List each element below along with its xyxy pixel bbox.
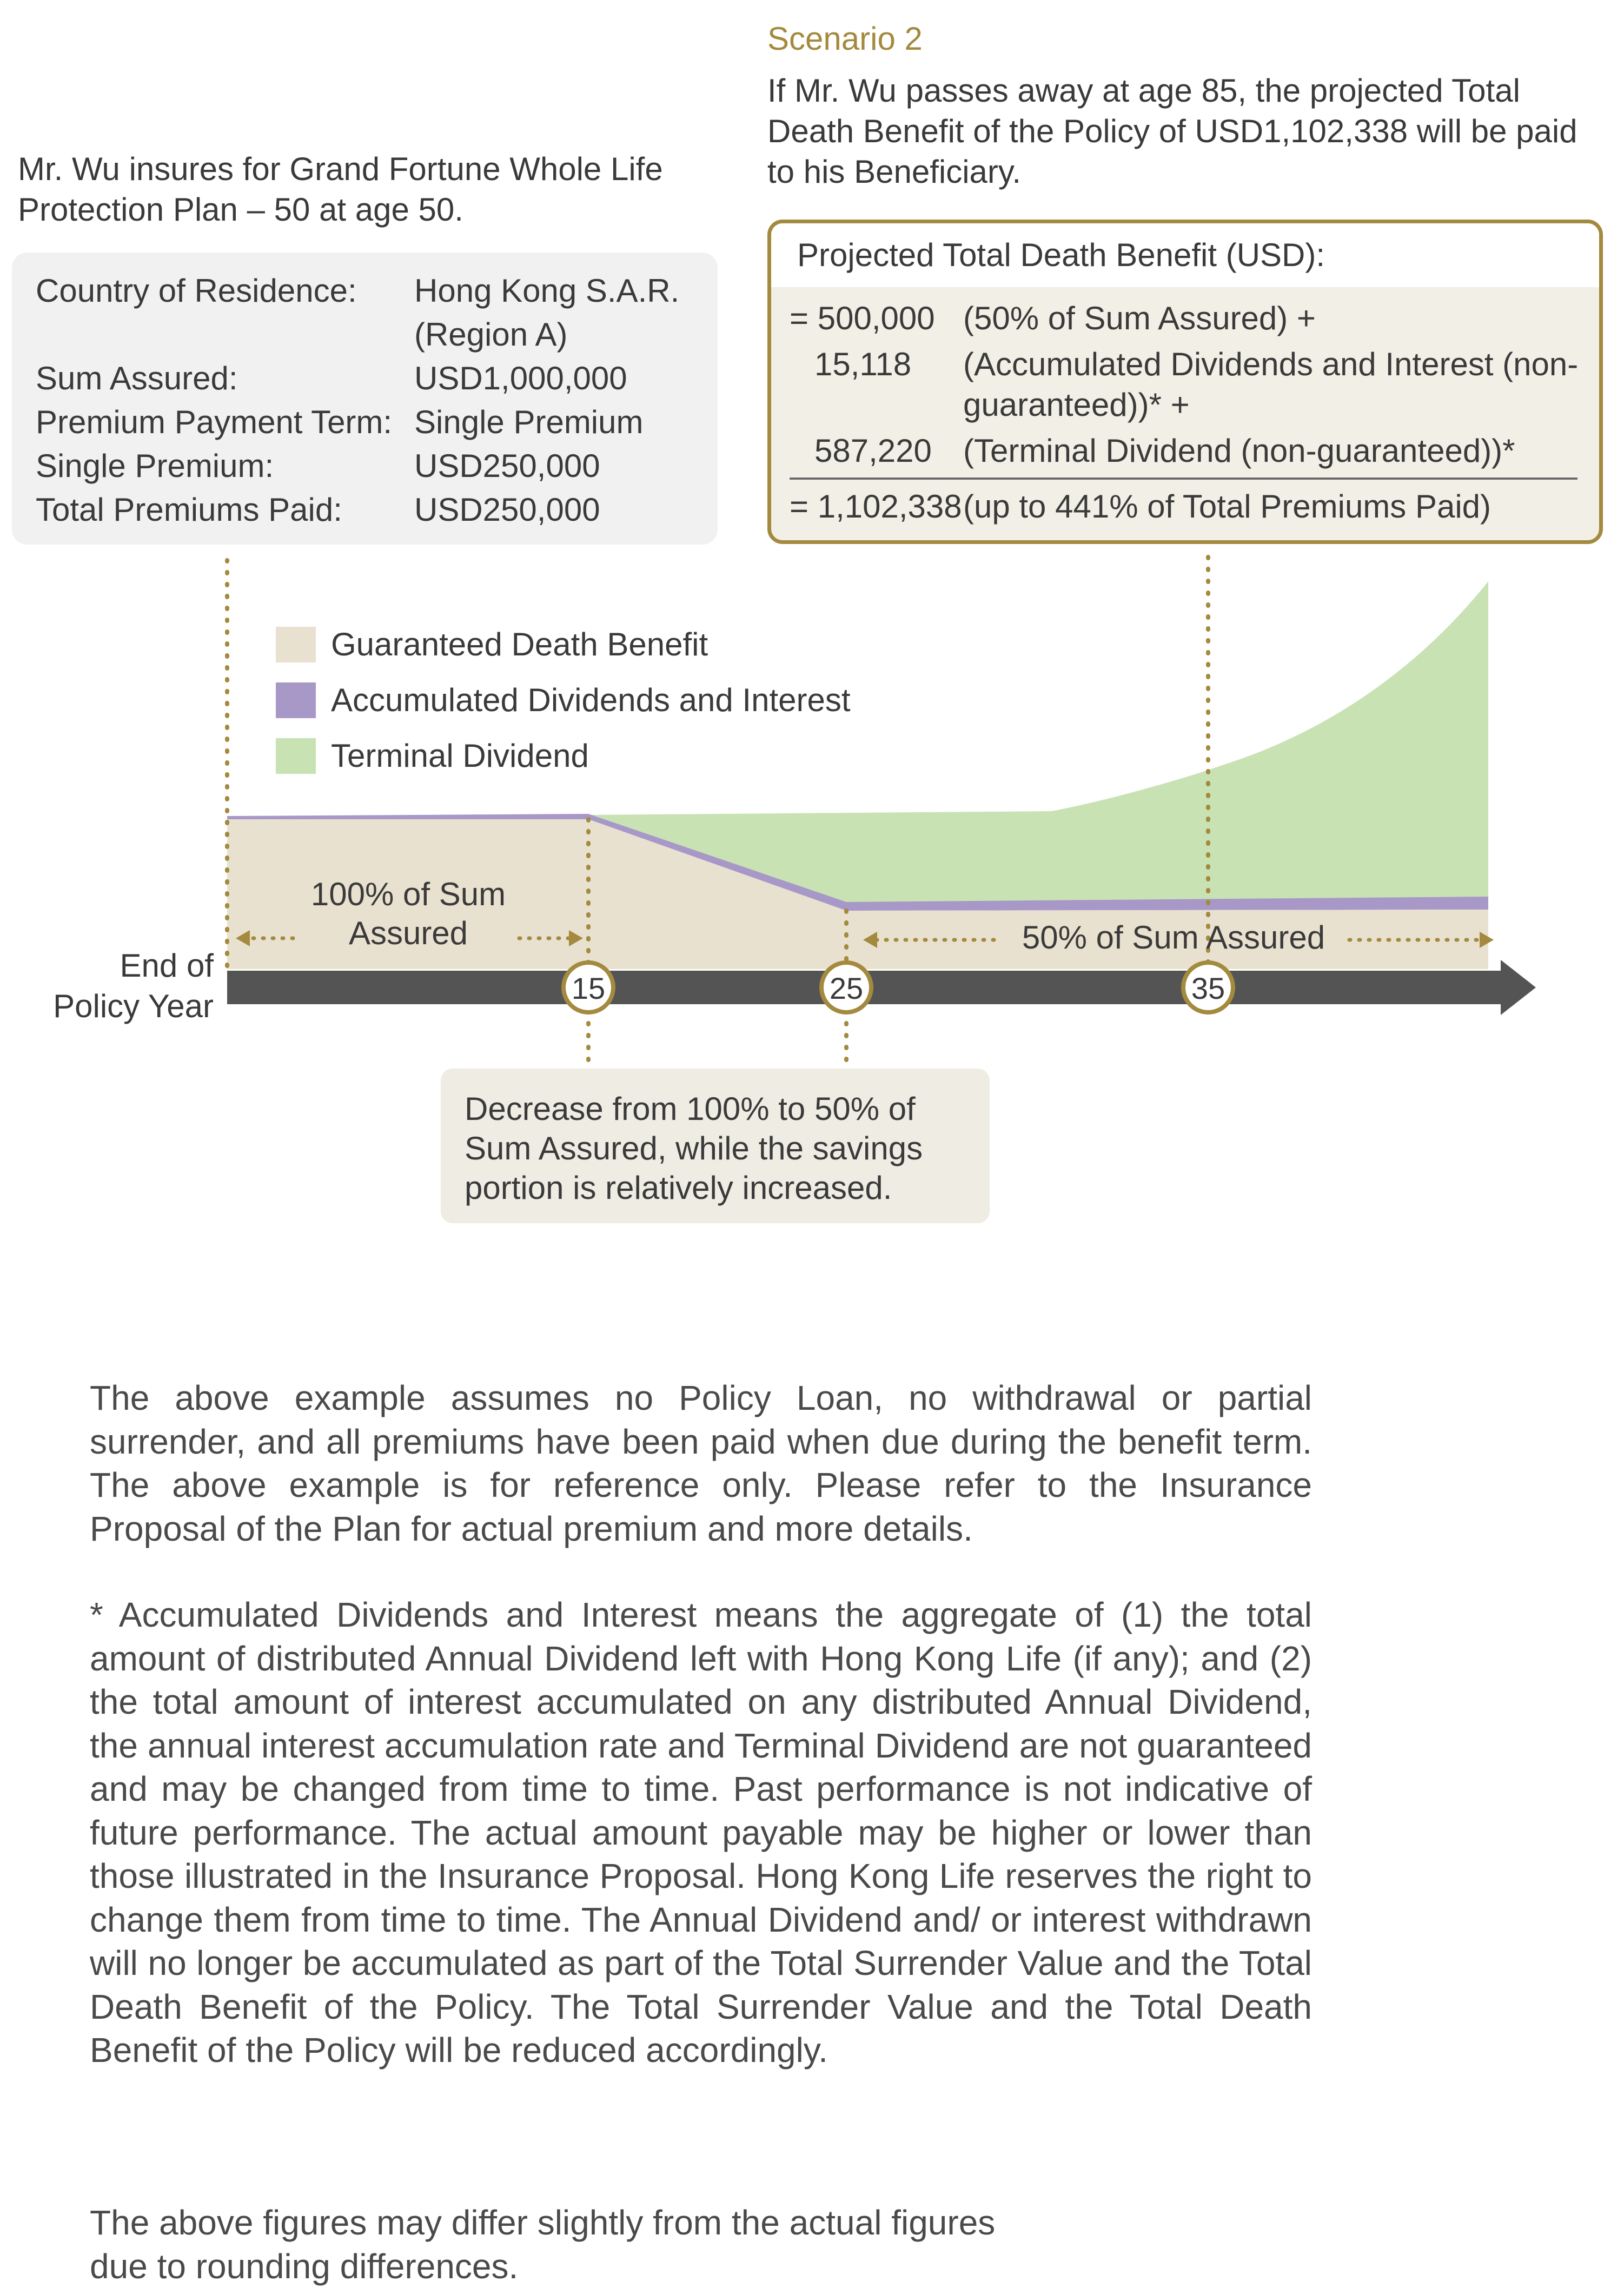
info-key: Total Premiums Paid: [36, 492, 342, 528]
x-tick-label: 15 [571, 971, 606, 1005]
footnote-text: * Accumulated Dividends and Interest means the aggregate of (1) the total amount of distributed Annual Dividend left with Hong Kong Life (if any); and (2) the total amount of interest accumulated on any distributed Annual Dividend, the annual interest accumulation rate and Terminal Dividend are not guaranteed and may be changed from time to time. Past performance is not indicative of future performance. The actual amount payable may be higher or lower than those illustrated in the Insurance Proposal. Hong Kong Life reserves the right to change them from time to time. The Annual Dividend and/ or interest withdrawn will no longer be accumulated as part of the Total Surrender Value and the Total Death Benefit of the Policy. The Total Surrender Value and the Total Death Benefit of the Policy will be reduced accordingly. [90, 1595, 1312, 2070]
assumption-paragraph [90, 1376, 1312, 1550]
footnote-paragraph [90, 1593, 1312, 2072]
info-key: Country of Residence: [36, 273, 357, 309]
info-key: Single Premium: [36, 448, 274, 484]
legend-label: Accumulated Dividends and Interest [331, 682, 851, 718]
x-tick-label: 35 [1191, 971, 1225, 1005]
scenario-label: Scenario 2 [767, 21, 923, 57]
benefit-amount: 587,220 [814, 433, 932, 469]
benefit-amount: = 500,000 [790, 300, 935, 336]
annotation-full-sum-assured: 100% of Sum Assured [310, 876, 506, 951]
benefit-amount: 15,118 [814, 346, 912, 382]
death-benefit-title: Projected Total Death Benefit (USD): [771, 223, 1599, 287]
scenario-description: If Mr. Wu passes away at age 85, the projected Total Death Benefit of the Policy of USD1,102,338 will be paid to his Beneficiary. [767, 72, 1577, 190]
benefit-description: (Accumulated Dividends and Interest (non-guaranteed))* + [963, 346, 1579, 423]
rounding-text: The above figures may differ slightly from the actual figures due to rounding differences. [90, 2203, 996, 2286]
annotation-half-sum-assured: 50% of Sum Assured [1022, 919, 1325, 956]
benefit-total-amount: = 1,102,338 [790, 488, 962, 525]
area-terminal-dividend [588, 581, 1488, 906]
info-value: USD250,000 [414, 448, 600, 484]
x-axis-label: End of Policy Year [53, 947, 214, 1024]
rounding-paragraph [90, 2201, 1020, 2288]
benefit-total-description: (up to 441% of Total Premiums Paid) [963, 488, 1492, 525]
benefit-description: (50% of Sum Assured) + [963, 300, 1316, 336]
assumption-text: The above example assumes no Policy Loan, no withdrawal or partial surrender, and all premiums have been paid when due during the benefit term. The above example is for reference only. Please refer to the Insurance Proposal of the Plan for actual premium and more details. [90, 1378, 1312, 1548]
info-value: Hong Kong S.A.R. (Region A) [414, 273, 680, 353]
legend-label: Terminal Dividend [331, 738, 589, 774]
info-key: Sum Assured: [36, 360, 238, 396]
info-value: USD1,000,000 [414, 360, 627, 396]
info-value: Single Premium [414, 404, 644, 440]
info-value: USD250,000 [414, 492, 600, 528]
legend-label: Guaranteed Death Benefit [331, 626, 708, 662]
benefit-description: (Terminal Dividend (non-guaranteed))* [963, 433, 1515, 469]
intro-text: Mr. Wu insures for Grand Fortune Whole Life Protection Plan – 50 at age 50. [18, 151, 663, 228]
decrease-callout: Decrease from 100% to 50% of Sum Assured, while the savings portion is relatively increased. [441, 1069, 990, 1223]
x-tick-label: 25 [829, 971, 864, 1005]
info-key: Premium Payment Term: [36, 404, 393, 440]
